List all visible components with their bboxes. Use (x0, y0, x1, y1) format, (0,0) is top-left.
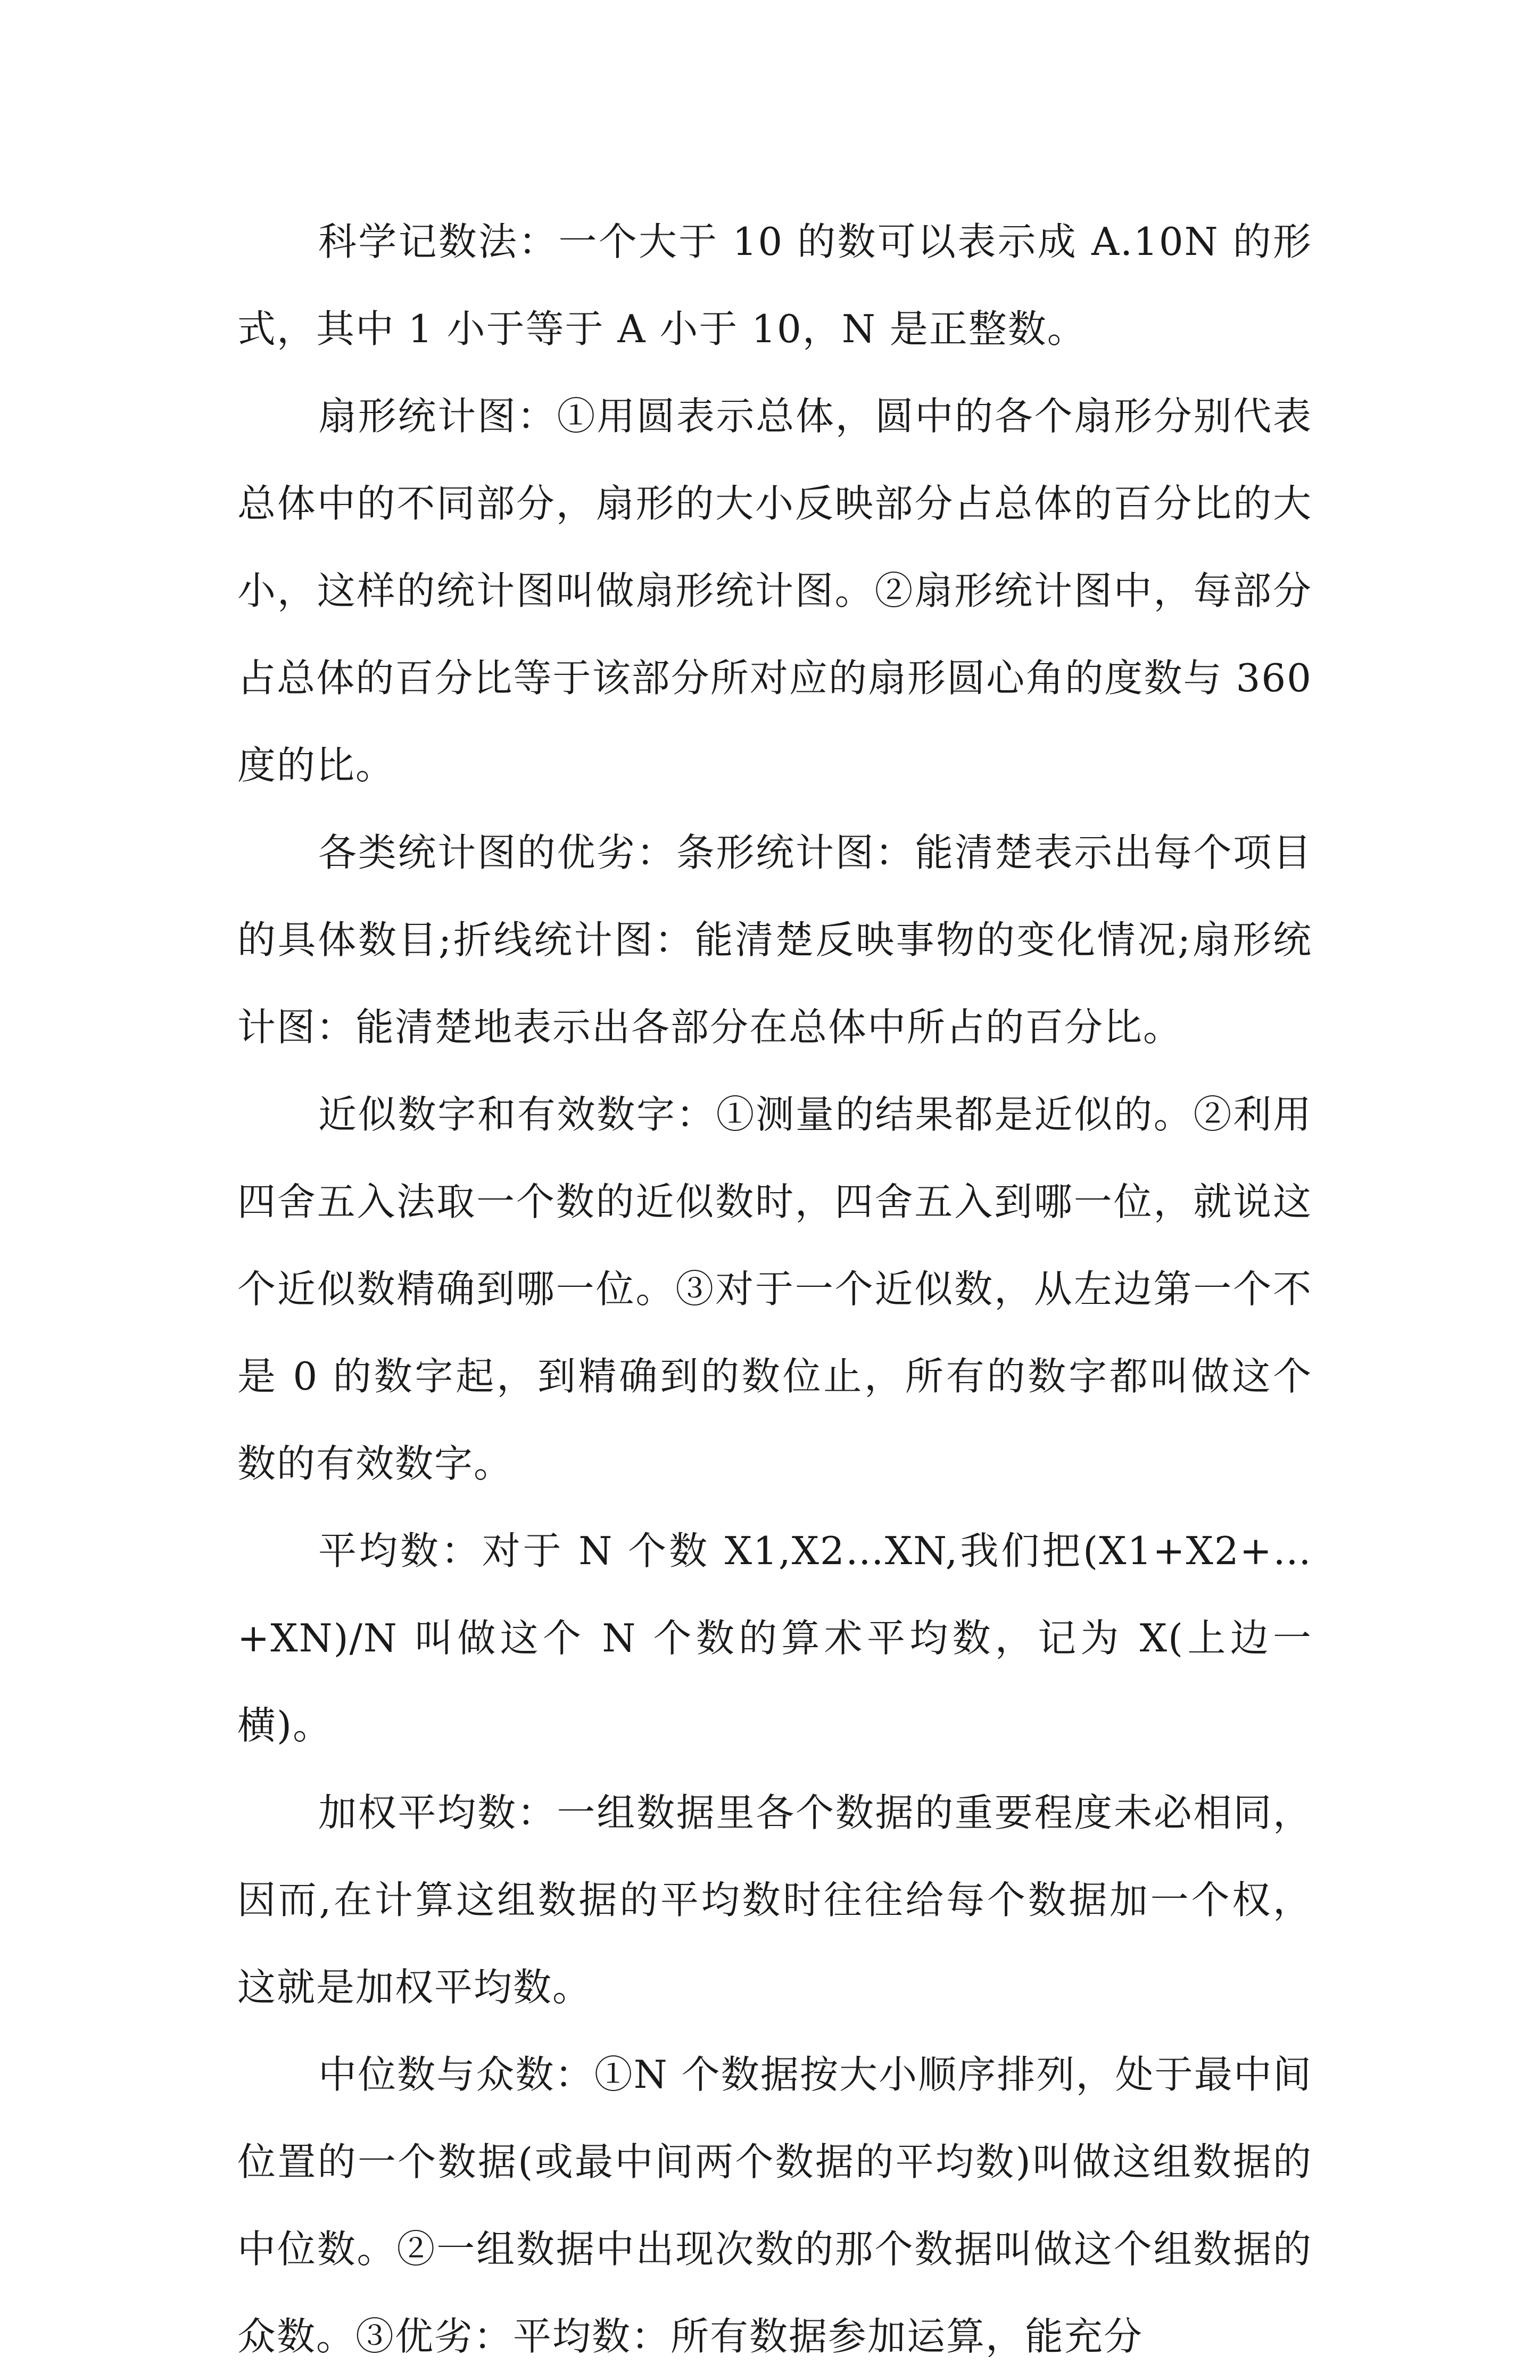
document-body (237, 198, 1312, 2380)
paragraph-weighted-mean: 加权平均数：一组数据里各个数据的重要程度未必相同，因而,在计算这组数据的平均数时往往给每个数据加一个权，这就是加权平均数。 (237, 1790, 1312, 2010)
paragraph-mean: 平均数：对于 N 个数 X1,X2…XN,我们把(X1+X2+…+XN)/N 叫做这个 N 个数的算术平均数，记为 X(上边一横)。 (237, 1528, 1312, 1748)
paragraph-median-mode: 中位数与众数：①N 个数据按大小顺序排列，处于最中间位置的一个数据(或最中间两个数据的平均数)叫做这组数据的中位数。②一组数据中出现次数的那个数据叫做这个组数据的众数。③优劣：平均数：所有数据参加运算，能充分 (237, 2052, 1312, 2359)
paragraph-approximate-numbers: 近似数字和有效数字：①测量的结果都是近似的。②利用四舍五入法取一个数的近似数时，四舍五入到哪一位，就说这个近似数精确到哪一位。③对于一个近似数，从左边第一个不是 0 的数字起，到精确到的数位止，所有的数字都叫做这个数的有效数字。 (237, 1092, 1312, 1486)
paragraph-chart-comparison: 各类统计图的优劣：条形统计图：能清楚表示出每个项目的具体数目;折线统计图：能清楚反映事物的变化情况;扇形统计图：能清楚地表示出各部分在总体中所占的百分比。 (237, 830, 1312, 1049)
paragraph-scientific-notation: 科学记数法：一个大于 10 的数可以表示成 A.10N 的形式，其中 1 小于等于 A 小于 10，N 是正整数。 (237, 219, 1312, 351)
paragraph-pie-chart: 扇形统计图：①用圆表示总体，圆中的各个扇形分别代表总体中的不同部分，扇形的大小反映部分占总体的百分比的大小，这样的统计图叫做扇形统计图。②扇形统计图中，每部分占总体的百分比等于该部分所对应的扇形圆心角的度数与 360 度的比。 (237, 394, 1312, 788)
